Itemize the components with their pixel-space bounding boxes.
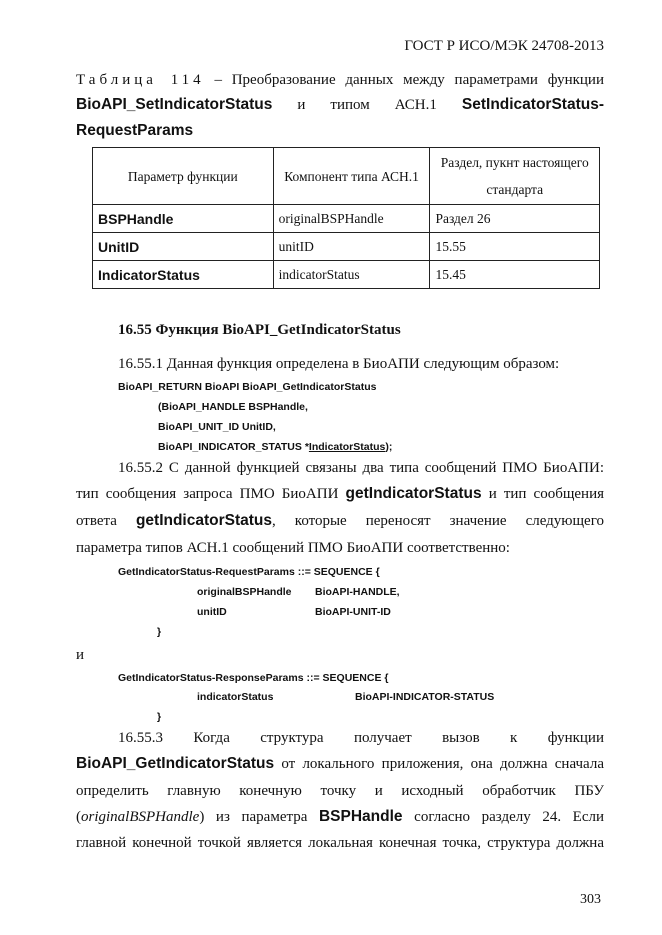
table-caption-line-1 [76,70,604,90]
function-name: BioAPI_GetIndicatorStatus [76,755,275,772]
text: ( [76,809,81,825]
paragraph-16-55-2-line: 16.55.2 С данной функцией связаны два типа сообщений ПМО БиоАПИ: [118,460,604,476]
header-cell: Компонент типа АСН.1 [273,148,430,205]
request-seq-head: GetIndicatorStatus-RequestParams ::= SEQUENCE { [118,566,380,578]
paragraph-16-55-3-line [76,754,604,774]
text: от локального приложения, она должна сначала [281,756,604,772]
section-heading: 16.55 Функция BioAPI_GetIndicatorStatus [118,322,401,338]
document-header: ГОСТ Р ИСО/МЭК 24708-2013 [404,38,604,54]
message-name: getIndicatorStatus [345,485,482,502]
text: ответа [76,513,117,529]
table-row [93,205,600,233]
code-line: (BioAPI_HANDLE BSPHandle, [158,401,308,413]
text: согласно разделу 24. Если [414,809,605,825]
conjunction: и [76,647,85,663]
request-type: BioAPI-UNIT-ID [315,606,391,618]
request-type: BioAPI-HANDLE, [315,586,400,598]
code-end: ); [385,441,393,453]
request-field: originalBSPHandle [197,586,292,598]
text: тип сообщения запроса ПМО БиоАПИ [76,486,339,502]
caption-text: – Преобразование данных между параметрами функции [214,72,604,88]
caption-mid: и типом АСН.1 [297,97,437,113]
table-header-row [93,148,600,205]
request-field: unitID [197,606,227,618]
paragraph-16-55-3-line: 16.55.3 Когда структура получает вызов к функции [118,730,604,746]
paragraph-16-55-3-line [76,807,604,827]
param-name: BSPHandle [318,808,403,825]
caption-type: SetIndicatorStatus- [461,96,604,113]
table-caption-line-2 [76,95,604,115]
page-number: 303 [580,892,601,907]
code-param: IndicatorStatus [308,441,386,453]
code-line: BioAPI_RETURN BioAPI BioAPI_GetIndicatorStatus [118,381,377,393]
table-row [93,233,600,261]
paragraph-16-55-2-line [76,484,604,504]
response-field: indicatorStatus [197,691,274,703]
cell: Раздел 26 [430,205,600,233]
cell: 15.45 [430,261,600,289]
cell: 15.55 [430,233,600,261]
caption-label: Таблица 114 [76,72,205,88]
paragraph-16-55-3-line: определить главную конечную точку и исходный обработчик ПБУ [76,783,604,799]
paragraph-16-55-3-line: главной конечной точкой является локальная конечная точка, структура должна [76,835,604,851]
cell: unitID [273,233,430,261]
caption-func: BioAPI_SetIndicatorStatus [76,96,273,113]
caption-type-cont: RequestParams [76,122,194,139]
response-seq-head: GetIndicatorStatus-ResponseParams ::= SEQUENCE { [118,672,389,684]
mapping-table [92,147,600,289]
cell: IndicatorStatus [93,261,274,289]
italic-term: originalBSPHandle [81,809,200,825]
response-type: BioAPI-INDICATOR-STATUS [355,691,495,703]
text: , которые переносят значение следующего [272,513,604,529]
header-cell: Раздел, пукнт настоящего стандарта [430,148,600,205]
request-close: } [157,626,162,638]
header-cell: Параметр функции [93,148,274,205]
code-type: BioAPI_INDICATOR_STATUS * [158,441,309,453]
cell: originalBSPHandle [273,205,430,233]
paragraph-16-55-2-line [76,511,604,531]
cell: UnitID [93,233,274,261]
text: ) из параметра [199,809,308,825]
paragraph-16-55-2-line: параметра типов АСН.1 сообщений ПМО БиоАПИ соответственно: [76,540,510,556]
code-line [158,440,392,454]
code-line: BioAPI_UNIT_ID UnitID, [158,421,276,433]
table-row [93,261,600,289]
paragraph-16-55-1: 16.55.1 Данная функция определена в БиоАПИ следующим образом: [118,356,560,372]
cell: indicatorStatus [273,261,430,289]
response-close: } [157,711,162,723]
message-name: getIndicatorStatus [135,512,273,529]
text: и тип сообщения [488,486,604,502]
cell: BSPHandle [93,205,274,233]
